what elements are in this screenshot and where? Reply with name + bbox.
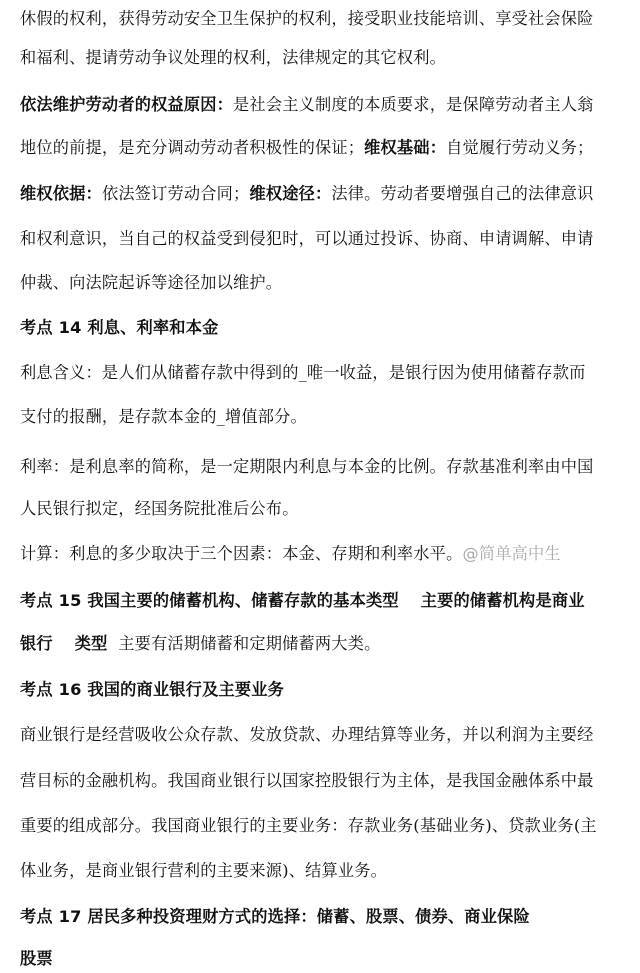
text-line: 和福利、提请劳动争议处理的权利，法律规定的其它权利。 bbox=[20, 48, 447, 67]
bold-term: 银行 bbox=[20, 634, 53, 653]
bold-term: 类型 bbox=[74, 634, 108, 653]
text-line: 人民银行拟定，经国务院批准后公布。 bbox=[20, 499, 299, 518]
text-line: 银行 类型 主要有活期储蓄和定期储蓄两大类。 bbox=[20, 634, 381, 653]
section-heading: 股票 bbox=[20, 949, 53, 968]
text-line: 商业银行是经营吸收公众存款、发放贷款、办理结算等业务，并以利润为主要经 bbox=[20, 725, 594, 744]
bold-term: 维权基础： bbox=[364, 138, 447, 157]
section-heading: 考点 16 我国的商业银行及主要业务 bbox=[20, 680, 285, 699]
bold-term: 维权依据： bbox=[20, 184, 102, 203]
bold-term: 依法维护劳动者的权益原因： bbox=[20, 95, 234, 114]
text-line: 重要的组成部分。我国商业银行的主要业务：存款业务(基础业务)、贷款业务(主 bbox=[20, 816, 597, 835]
section-heading: 考点 17 居民多种投资理财方式的选择：储蓄、股票、债券、商业保险 bbox=[20, 907, 530, 926]
text-line: 支付的报酬，是存款本金的_增值部分。 bbox=[20, 407, 307, 426]
text-line: 和权利意识，当自己的权益受到侵犯时，可以通过投诉、协商、申请调解、申请 bbox=[20, 229, 594, 248]
text-line: 仲裁、向法院起诉等途径加以维护。 bbox=[20, 273, 283, 292]
text-line: 利息含义：是人们从储蓄存款中得到的_唯一收益，是银行因为使用储蓄存款而 bbox=[20, 363, 586, 382]
text-line: 休假的权利，获得劳动安全卫生保护的权利，接受职业技能培训、享受社会保险 bbox=[20, 9, 594, 28]
text-line: 维权依据：依法签订劳动合同；维权途径：法律。劳动者要增强自己的法律意识 bbox=[20, 184, 594, 203]
watermark: @简单高中生 bbox=[462, 544, 561, 563]
text-line: 体业务，是商业银行营利的主要来源)、结算业务。 bbox=[20, 861, 388, 880]
section-heading: 考点 14 利息、利率和本金 bbox=[20, 318, 219, 337]
text-line: 利率：是利息率的简称，是一定期限内利息与本金的比例。存款基准利率由中国 bbox=[20, 457, 594, 476]
text-line: 营目标的金融机构。我国商业银行以国家控股银行为主体，是我国金融体系中最 bbox=[20, 771, 594, 790]
section-heading: 考点 15 我国主要的储蓄机构、储蓄存款的基本类型 主要的储蓄机构是商业 bbox=[20, 591, 585, 610]
text-line: 地位的前提，是充分调动劳动者积极性的保证；维权基础：自觉履行劳动义务； bbox=[20, 138, 594, 157]
bold-term: 维权途径： bbox=[249, 184, 332, 203]
text-line: 计算：利息的多少取决于三个因素：本金、存期和利率水平。@简单高中生 bbox=[20, 544, 561, 563]
text-line: 依法维护劳动者的权益原因：是社会主义制度的本质要求，是保障劳动者主人翁 bbox=[20, 95, 594, 114]
